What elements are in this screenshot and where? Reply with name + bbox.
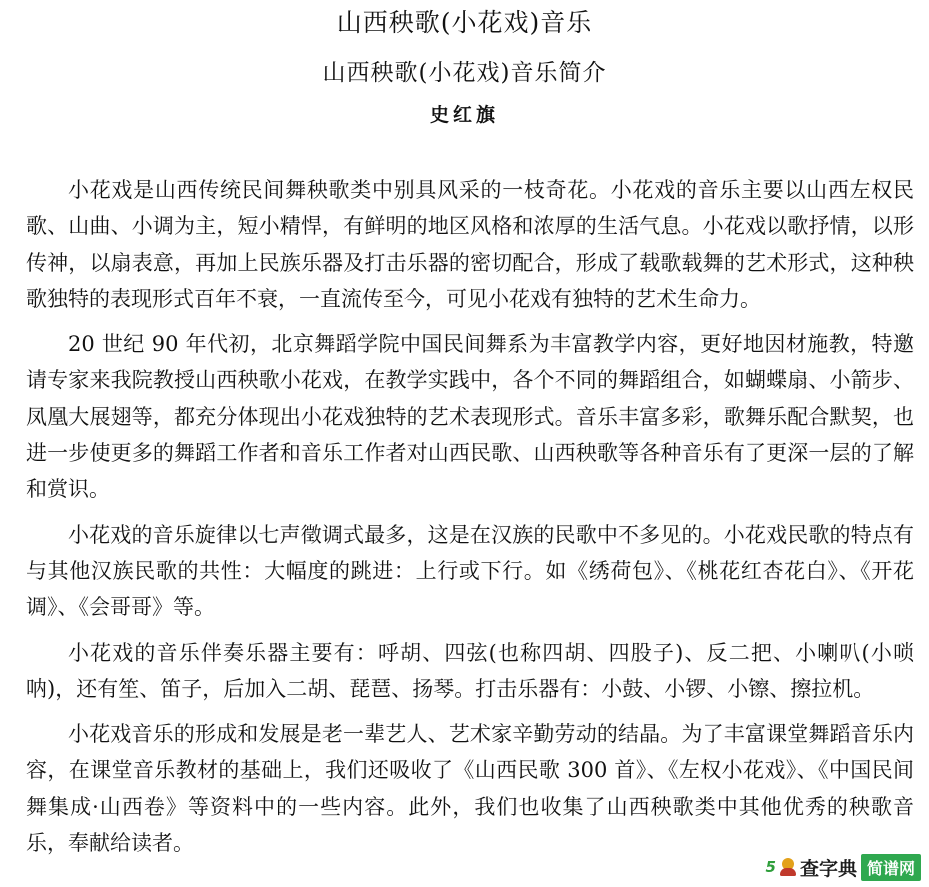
author-name: 史红旗	[429, 104, 499, 126]
article-body	[26, 172, 914, 861]
site-watermark	[766, 853, 921, 881]
paragraph-2: 20 世纪 90 年代初，北京舞蹈学院中国民间舞系为丰富教学内容，更好地因材施教，特邀请专家来我院教授山西秧歌小花戏，在教学实践中，各个不同的舞蹈组合，如蝴蝶扇、小箭步、凤凰大展翅等，都充分体现出小花戏独特的艺术表现形式。音乐丰富多彩，歌舞乐配合默契，也进一步使更多的舞蹈工作者和音乐工作者对山西民歌、山西秧歌等各种音乐有了更深一层的了解和赏识。	[26, 332, 914, 502]
watermark-text: 查字典	[799, 857, 857, 880]
watermark-box-text: 简谱网	[861, 854, 921, 881]
paragraph-5: 小花戏音乐的形成和发展是老一辈艺人、艺术家辛勤劳动的结晶。为了丰富课堂舞蹈音乐内容，在课堂音乐教材的基础上，我们还吸收了《山西民歌 300 首》、《左权小花戏》、《中国民间舞集成·山西卷》等资料中的一些内容。此外，我们也收集了山西秧歌类中其他优秀的秧歌音乐，奉献给读者。	[26, 722, 914, 856]
paragraph-3: 小花戏的音乐旋律以七声徵调式最多，这是在汉族的民歌中不多见的。小花戏民歌的特点有与其他汉族民歌的共性：大幅度的跳进：上行或下行。如《绣荷包》、《桃花红杏花白》、《开花调》、《会哥哥》等。	[26, 522, 914, 620]
paragraph-4: 小花戏的音乐伴奏乐器主要有：呼胡、四弦(也称四胡、四股子)、反二把、小喇叭(小唢呐)，还有笙、笛子，后加入二胡、琵琶、扬琴。打击乐器有：小鼓、小锣、小镲、擦拉机。	[26, 640, 914, 701]
watermark-number: 5	[765, 858, 776, 876]
mascot-icon	[780, 858, 796, 876]
page-title: 山西秧歌(小花戏)音乐	[336, 8, 593, 37]
page-subtitle: 山西秧歌(小花戏)音乐简介	[322, 60, 607, 86]
paragraph-1: 小花戏是山西传统民间舞秧歌类中别具风采的一枝奇花。小花戏的音乐主要以山西左权民歌、山曲、小调为主，短小精悍，有鲜明的地区风格和浓厚的生活气息。小花戏以歌抒情，以形传神，以扇表意，再加上民族乐器及打击乐器的密切配合，形成了载歌载舞的艺术形式，这种秧歌独特的表现形式百年不衰，一直流传至今，可见小花戏有独特的艺术生命力。	[26, 178, 914, 311]
